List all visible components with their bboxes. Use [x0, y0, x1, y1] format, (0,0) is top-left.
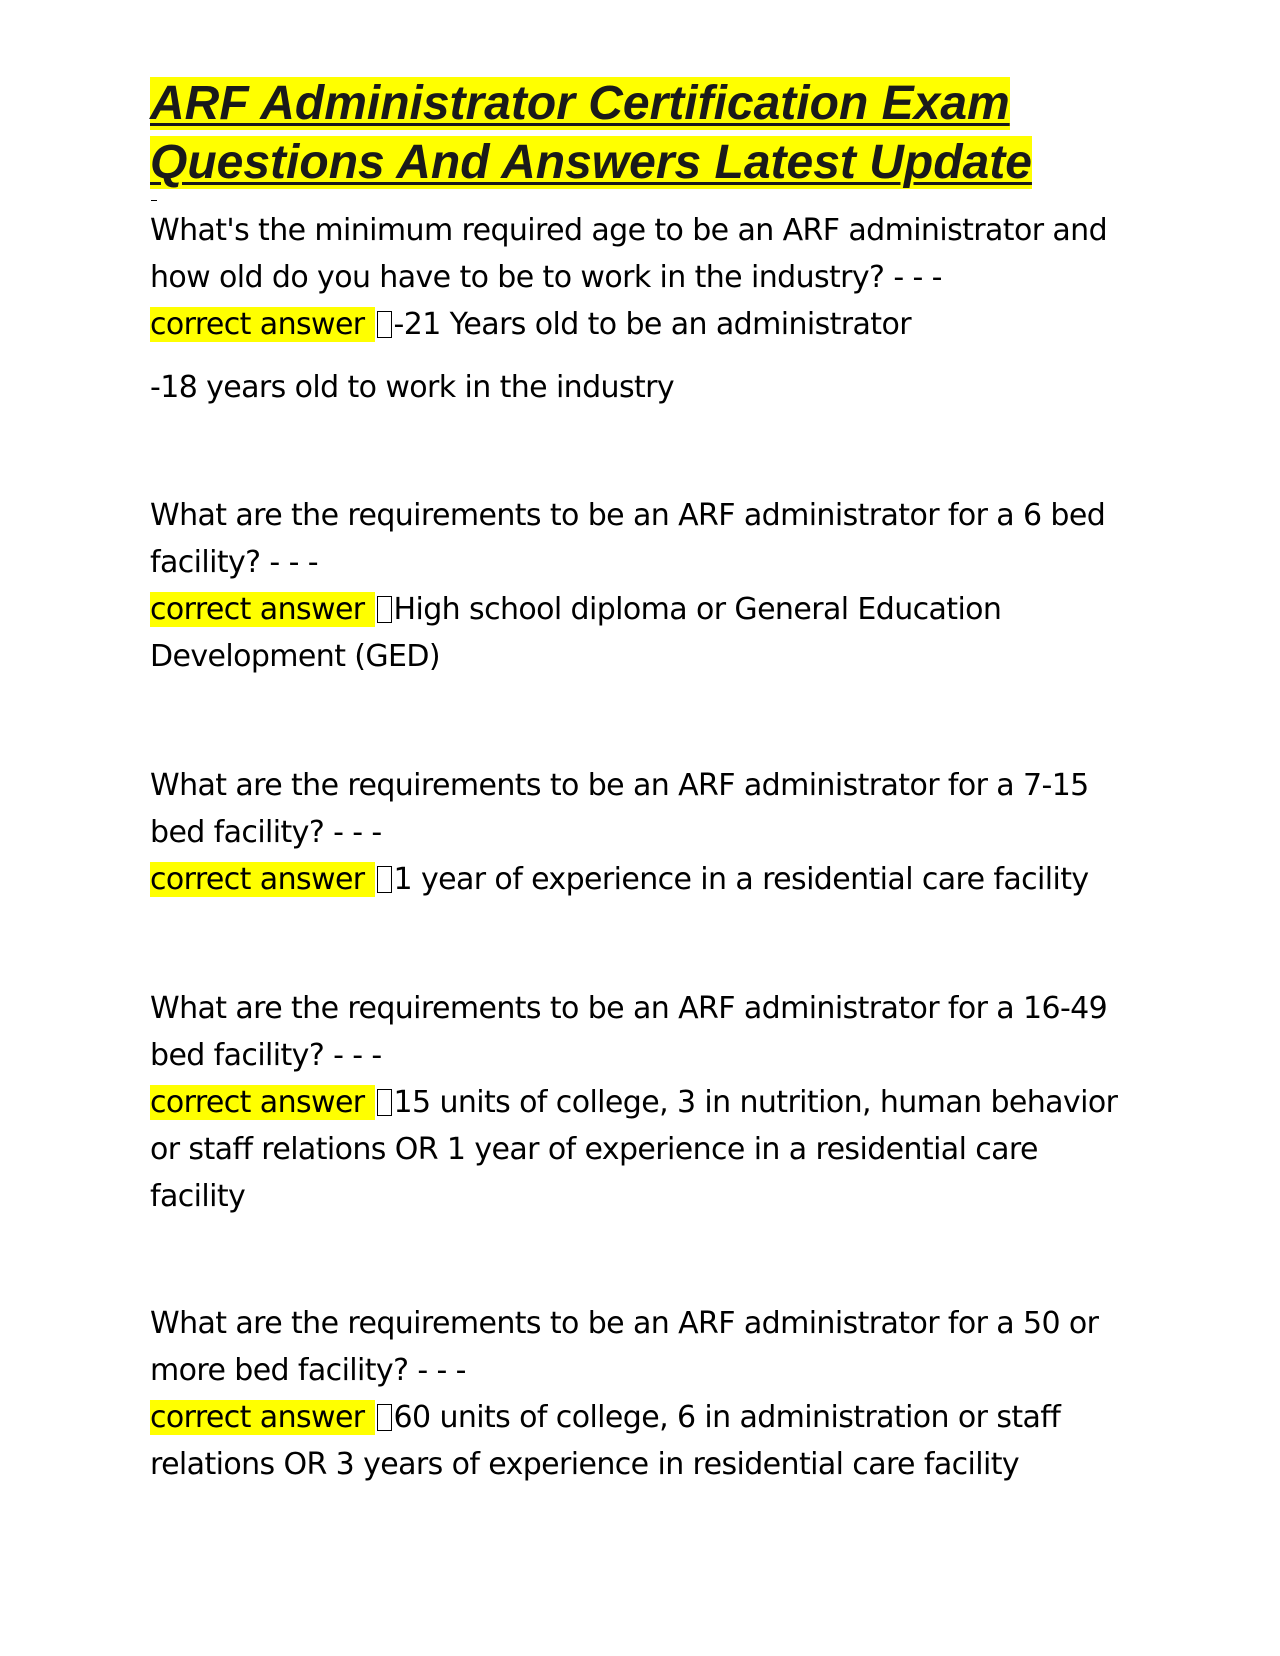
answer-line	[150, 586, 1130, 680]
question-text: What are the requirements to be an ARF administrator for a 7-15 bed facility? - - -	[150, 768, 1089, 850]
correct-answer-label: correct answer	[150, 307, 375, 342]
qa-item-2	[150, 492, 1130, 680]
checkbox-glyph-icon	[377, 311, 392, 338]
answer-text: High school diploma or General Education Development (GED)	[150, 592, 1002, 674]
qa-item-3	[150, 762, 1130, 903]
title-underline-mark	[151, 200, 157, 201]
document-title	[150, 74, 1150, 192]
question-text: What are the requirements to be an ARF administrator for a 6 bed facility? - - -	[150, 498, 1106, 580]
qa-item-1	[150, 207, 1130, 411]
correct-answer-label: correct answer	[150, 1400, 375, 1435]
answer-text: 1 year of experience in a residential care facility	[393, 862, 1089, 897]
answer-extra-text: -18 years old to work in the industry	[150, 370, 675, 405]
answer-line	[150, 301, 1130, 348]
correct-answer-label: correct answer	[150, 1085, 375, 1120]
qa-item-4	[150, 985, 1130, 1220]
answer-text: 60 units of college, 6 in administration or staff relations OR 3 years of experience in residential care facility	[150, 1400, 1061, 1482]
correct-answer-label: correct answer	[150, 592, 375, 627]
answer-line	[150, 856, 1130, 903]
answer-text: -21 Years old to be an administrator	[393, 307, 911, 342]
answer-line	[150, 1079, 1130, 1220]
correct-answer-label: correct answer	[150, 862, 375, 897]
checkbox-glyph-icon	[377, 1404, 392, 1431]
question-text: What are the requirements to be an ARF administrator for a 16-49 bed facility? - - -	[150, 991, 1108, 1073]
answer-line	[150, 1394, 1130, 1488]
answer-text: 15 units of college, 3 in nutrition, human behavior or staff relations OR 1 year of experience in a residential care facility	[150, 1085, 1118, 1214]
qa-item-5	[150, 1300, 1130, 1488]
question-text: What's the minimum required age to be an ARF administrator and how old do you have to be to work in the industry? - - -	[150, 213, 1108, 295]
checkbox-glyph-icon	[377, 596, 392, 623]
document-title-text: ARF Administrator Certification Exam Questions And Answers Latest Update	[150, 77, 1032, 189]
question-text: What are the requirements to be an ARF administrator for a 50 or more bed facility? - - -	[150, 1306, 1099, 1388]
checkbox-glyph-icon	[377, 1089, 392, 1116]
checkbox-glyph-icon	[377, 866, 392, 893]
